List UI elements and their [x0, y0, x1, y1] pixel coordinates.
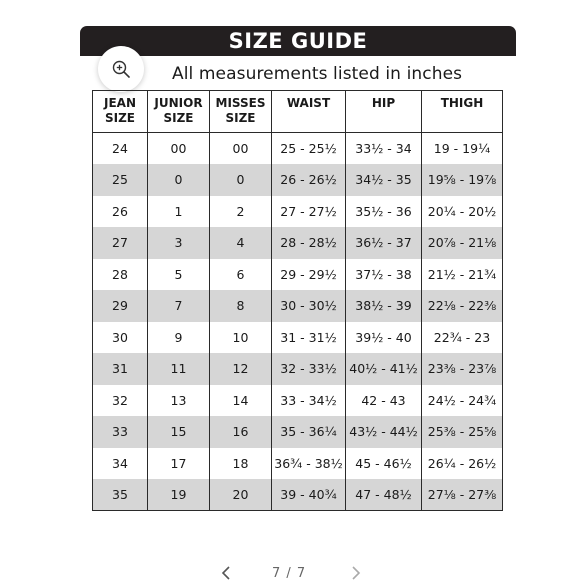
- chevron-left-icon: [220, 565, 232, 580]
- table-cell: 20⅞ - 21⅛: [422, 227, 503, 259]
- column-header: [93, 91, 148, 133]
- column-header-line: MISSES: [215, 96, 266, 110]
- table-cell: 29 - 29½: [272, 259, 346, 291]
- table-cell: 20¼ - 20½: [422, 196, 503, 228]
- table-cell: 17: [148, 448, 210, 480]
- column-header-line: SIZE: [104, 111, 135, 125]
- table-cell: 35 - 36¼: [272, 416, 346, 448]
- column-header-line: HIP: [371, 96, 396, 110]
- table-cell: 26: [93, 196, 148, 228]
- column-header-line: WAIST: [286, 96, 331, 110]
- table-cell: 42 - 43: [346, 385, 422, 417]
- table-row: [93, 290, 503, 322]
- column-header-line: JUNIOR: [154, 96, 203, 110]
- table-cell: 22⅛ - 22⅜: [422, 290, 503, 322]
- table-cell: 38½ - 39: [346, 290, 422, 322]
- table-cell: 39½ - 40: [346, 322, 422, 354]
- table-cell: 33½ - 34: [346, 133, 422, 165]
- table-cell: 20: [210, 479, 272, 511]
- table-cell: 10: [210, 322, 272, 354]
- table-cell: 27 - 27½: [272, 196, 346, 228]
- table-cell: 2: [210, 196, 272, 228]
- table-row: [93, 353, 503, 385]
- table-cell: 33 - 34½: [272, 385, 346, 417]
- table-cell: 5: [148, 259, 210, 291]
- pager: [0, 563, 580, 580]
- table-cell: 32: [93, 385, 148, 417]
- column-header-line: SIZE: [163, 111, 194, 125]
- column-header-line: THIGH: [440, 96, 484, 110]
- table-cell: 0: [210, 164, 272, 196]
- table-cell: 30 - 30½: [272, 290, 346, 322]
- table-cell: 11: [148, 353, 210, 385]
- zoom-button[interactable]: [98, 46, 144, 92]
- table-cell: 24½ - 24¾: [422, 385, 503, 417]
- table-cell: 6: [210, 259, 272, 291]
- table-cell: 30: [93, 322, 148, 354]
- table-cell: 34½ - 35: [346, 164, 422, 196]
- table-row: [93, 133, 503, 165]
- table-row: [93, 448, 503, 480]
- table-row: [93, 479, 503, 511]
- table-row: [93, 322, 503, 354]
- table-cell: 27: [93, 227, 148, 259]
- table-cell: 37½ - 38: [346, 259, 422, 291]
- table-cell: 25 - 25½: [272, 133, 346, 165]
- table-cell: 31: [93, 353, 148, 385]
- table-cell: 19 - 19¼: [422, 133, 503, 165]
- table-row: [93, 164, 503, 196]
- table-cell: 22¾ - 23: [422, 322, 503, 354]
- size-table: [92, 90, 503, 511]
- column-header: [272, 91, 346, 133]
- table-cell: 43½ - 44½: [346, 416, 422, 448]
- table-cell: 00: [210, 133, 272, 165]
- table-cell: 12: [210, 353, 272, 385]
- table-cell: 0: [148, 164, 210, 196]
- table-body: [93, 133, 503, 511]
- table-cell: 29: [93, 290, 148, 322]
- table-cell: 28: [93, 259, 148, 291]
- table-row: [93, 196, 503, 228]
- table-row: [93, 227, 503, 259]
- column-header: [148, 91, 210, 133]
- table-cell: 4: [210, 227, 272, 259]
- table-row: [93, 416, 503, 448]
- table-cell: 23⅜ - 23⅞: [422, 353, 503, 385]
- table-cell: 7: [148, 290, 210, 322]
- column-header: [346, 91, 422, 133]
- table-cell: 16: [210, 416, 272, 448]
- table-cell: 25: [93, 164, 148, 196]
- chevron-right-icon: [350, 565, 362, 580]
- prev-button[interactable]: [216, 563, 236, 580]
- table-cell: 9: [148, 322, 210, 354]
- table-cell: 35½ - 36: [346, 196, 422, 228]
- table-cell: 13: [148, 385, 210, 417]
- table-cell: 00: [148, 133, 210, 165]
- table-cell: 1: [148, 196, 210, 228]
- table-cell: 15: [148, 416, 210, 448]
- table-cell: 31 - 31½: [272, 322, 346, 354]
- table-cell: 19: [148, 479, 210, 511]
- next-button[interactable]: [346, 563, 366, 580]
- table-cell: 28 - 28½: [272, 227, 346, 259]
- table-row: [93, 259, 503, 291]
- table-cell: 19⅝ - 19⅞: [422, 164, 503, 196]
- table-cell: 45 - 46½: [346, 448, 422, 480]
- table-cell: 26¼ - 26½: [422, 448, 503, 480]
- table-cell: 47 - 48½: [346, 479, 422, 511]
- table-cell: 34: [93, 448, 148, 480]
- page-counter: 7 / 7: [272, 566, 307, 580]
- table-cell: 36½ - 37: [346, 227, 422, 259]
- zoom-in-icon: [111, 59, 131, 79]
- table-cell: 35: [93, 479, 148, 511]
- column-header-line: JEAN: [104, 96, 136, 110]
- column-header: [210, 91, 272, 133]
- table-cell: 26 - 26½: [272, 164, 346, 196]
- measurements-subtitle: All measurements listed in inches: [172, 64, 463, 84]
- page-title: SIZE GUIDE: [228, 29, 368, 53]
- table-cell: 40½ - 41½: [346, 353, 422, 385]
- table-header: [93, 91, 503, 133]
- table-row: [93, 385, 503, 417]
- table-cell: 14: [210, 385, 272, 417]
- table-cell: 27⅛ - 27⅜: [422, 479, 503, 511]
- table-cell: 24: [93, 133, 148, 165]
- table-cell: 32 - 33½: [272, 353, 346, 385]
- table-cell: 18: [210, 448, 272, 480]
- size-guide-header: [80, 26, 516, 56]
- table-cell: 3: [148, 227, 210, 259]
- table-cell: 39 - 40¾: [272, 479, 346, 511]
- table-cell: 36¾ - 38½: [272, 448, 346, 480]
- column-header: [422, 91, 503, 133]
- column-header-line: SIZE: [225, 111, 256, 125]
- table-cell: 8: [210, 290, 272, 322]
- table-cell: 33: [93, 416, 148, 448]
- table-cell: 21½ - 21¾: [422, 259, 503, 291]
- table-cell: 25⅜ - 25⅝: [422, 416, 503, 448]
